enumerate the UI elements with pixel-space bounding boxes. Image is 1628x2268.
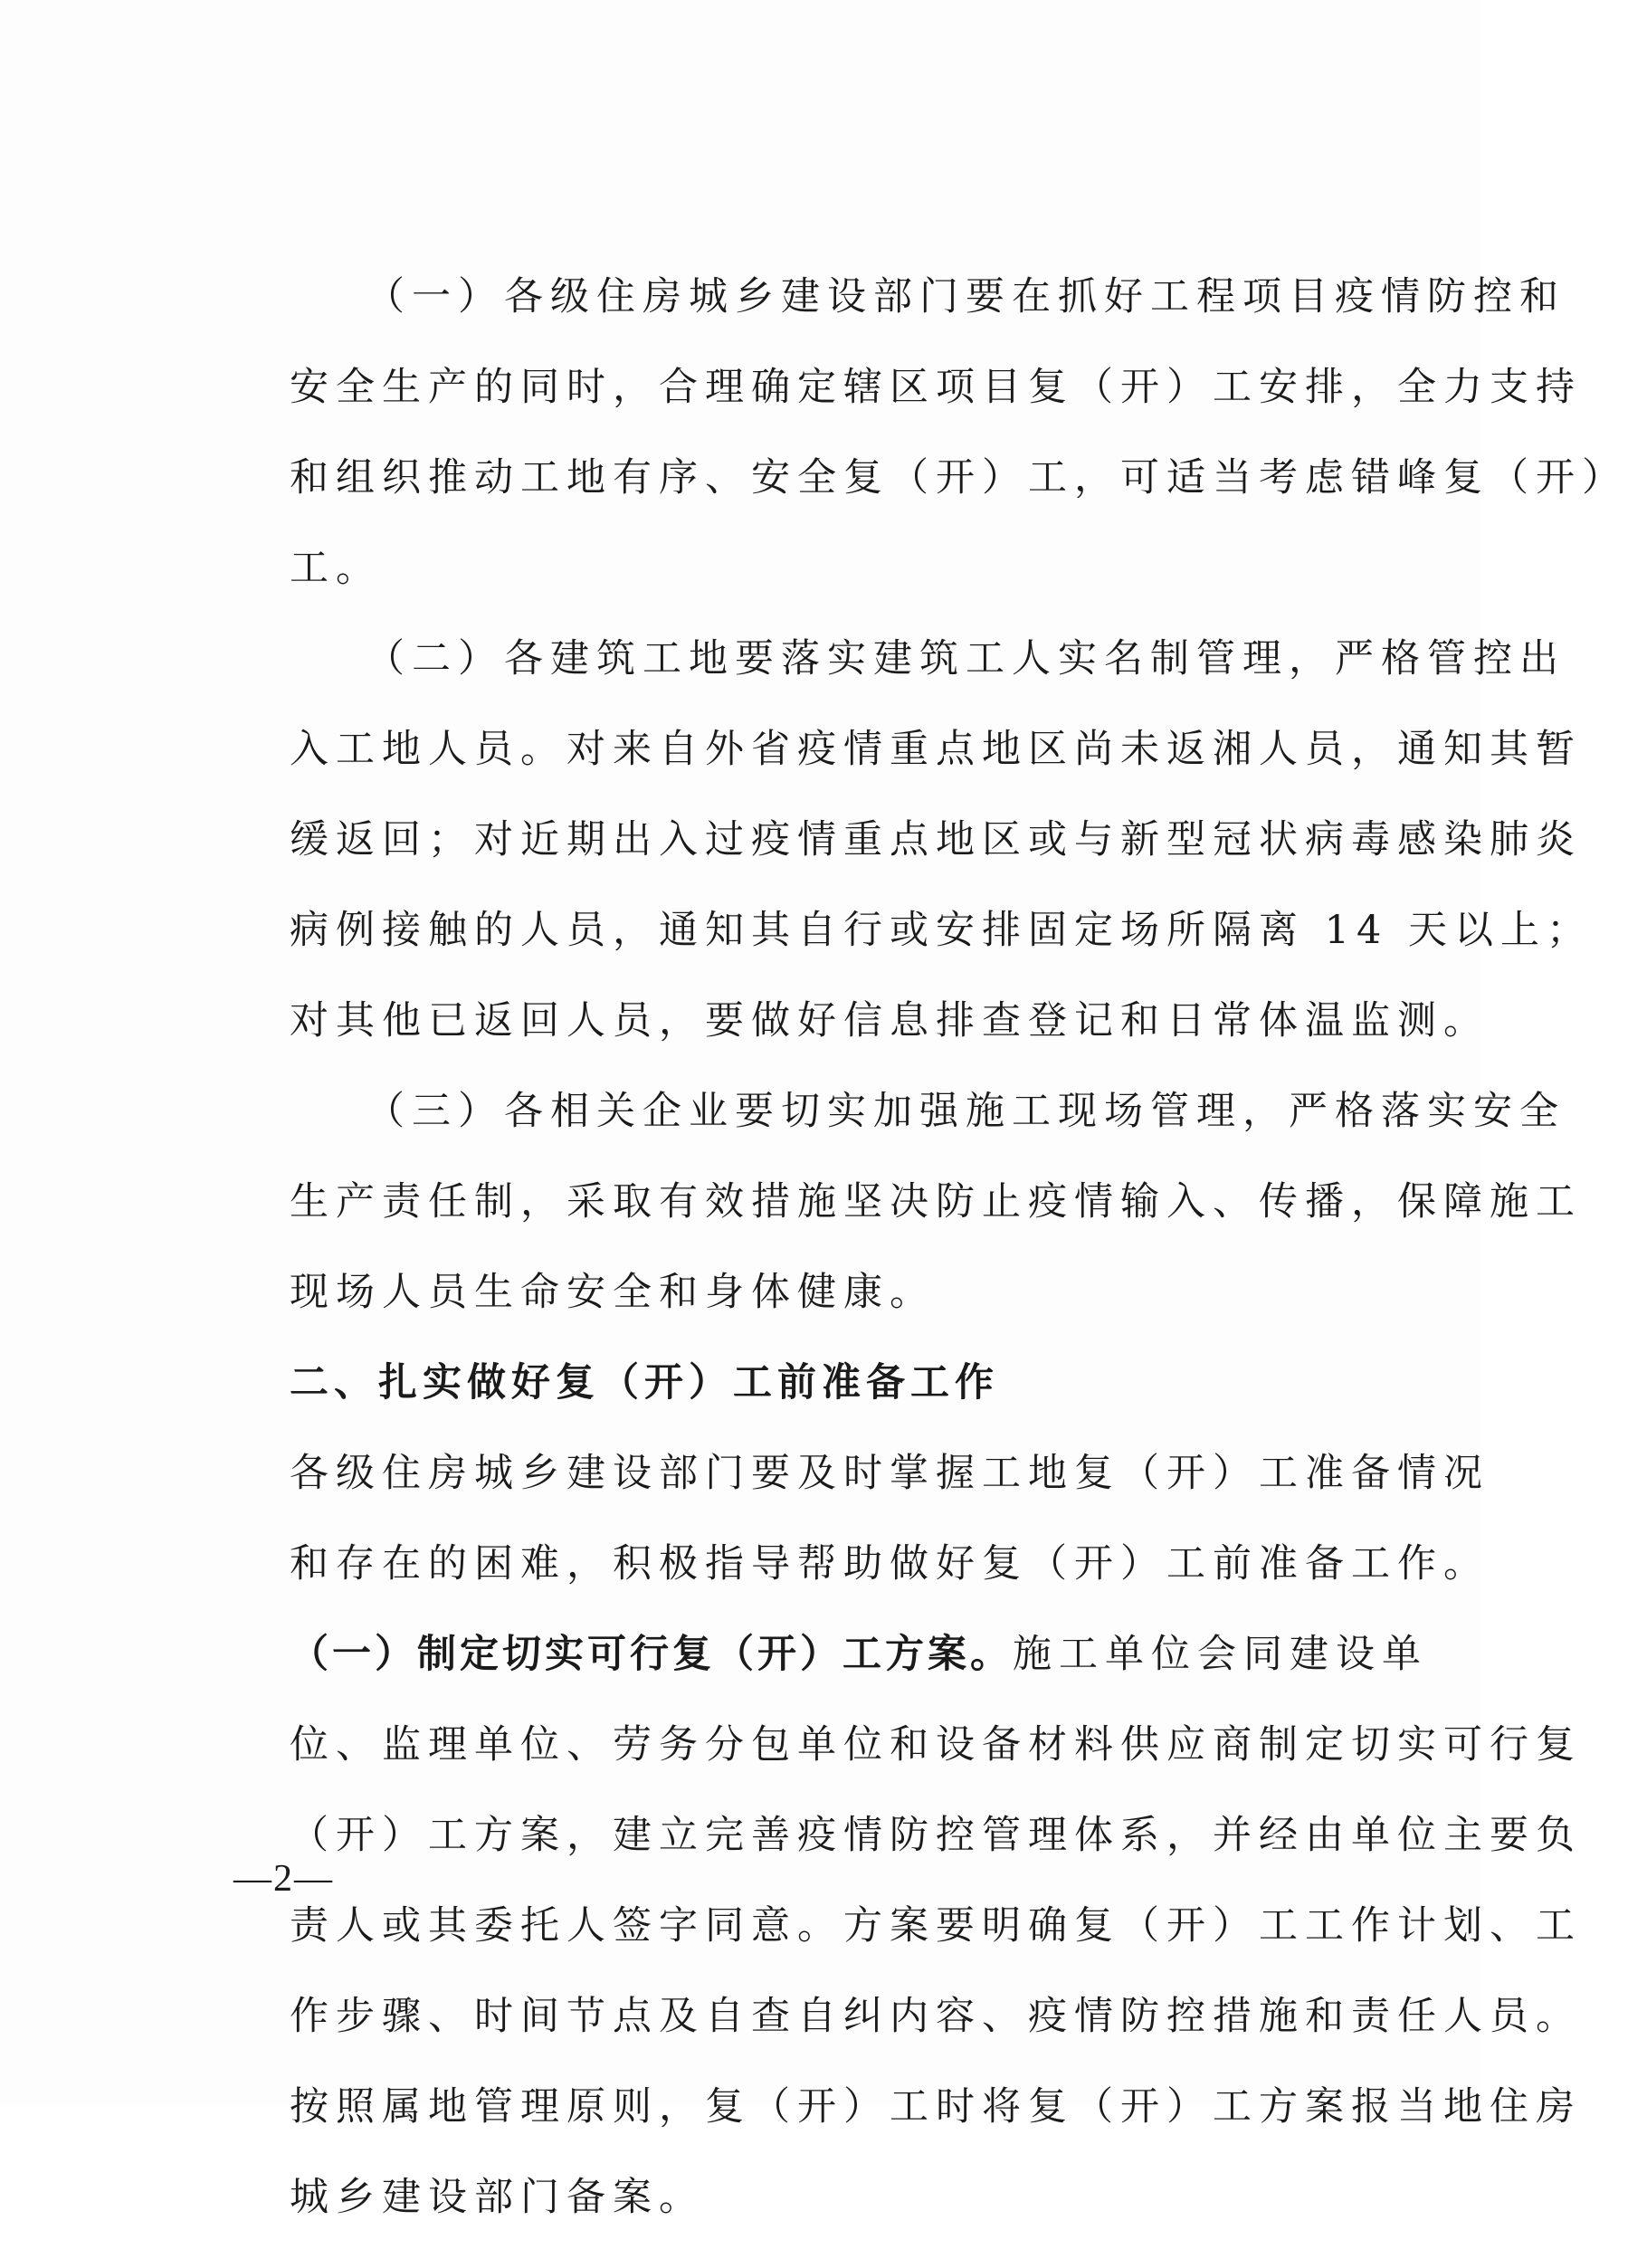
paragraph-line: 入工地人员。对来自外省疫情重点地区尚未返湘人员，通知其暂: [290, 727, 1582, 772]
paragraph-line: 安全生产的同时，合理确定辖区项目复（开）工安排，全力支持: [290, 365, 1582, 410]
paragraph-line: 各级住房城乡建设部门要及时掌握工地复（开）工准备情况: [290, 1451, 1490, 1496]
paragraph-line: 按照属地管理原则，复（开）工时将复（开）工方案报当地住房: [290, 2084, 1582, 2130]
paragraph-line: 病例接触的人员，通知其自行或安排固定场所隔离 14 天以上；: [290, 908, 1594, 953]
paragraph-line: 位、监理单位、劳务分包单位和设备材料供应商制定切实可行复: [290, 1722, 1582, 1768]
paragraph-line: （一）各级住房城乡建设部门要在抓好工程项目疫情防控和: [366, 274, 1566, 319]
paragraph-line: 城乡建设部门备案。: [290, 2175, 705, 2220]
paragraph-line: 责人或其委托人签字同意。方案要明确复（开）工工作计划、工: [290, 1903, 1582, 1949]
paragraph-line: 对其他已返回人员，要做好信息排查登记和日常体温监测。: [290, 998, 1490, 1043]
document-body: [290, 274, 1628, 2268]
paragraph-line: （二）各建筑工地要落实建筑工人实名制管理，严格管控出: [366, 636, 1566, 681]
subsection-heading: （一）制定切实可行复（开）工方案。: [290, 1632, 1013, 1677]
paragraph-line: 生产责任制，采取有效措施坚决防止疫情输入、传播，保障施工: [290, 1179, 1582, 1225]
paragraph-line: （开）工方案，建立完善疫情防控管理体系，并经由单位主要负: [290, 1813, 1582, 1858]
paragraph-line: 工。: [290, 546, 382, 591]
paragraph-line: 现场人员生命安全和身体健康。: [290, 1270, 936, 1315]
paragraph-line-mixed: [290, 1632, 1428, 1677]
paragraph-line: 和组织推动工地有序、安全复（开）工，可适当考虑错峰复（开）: [290, 455, 1628, 500]
paragraph-line: 作步骤、时间节点及自查自纠内容、疫情防控措施和责任人员。: [290, 1994, 1582, 2039]
paragraph-line: 缓返回；对近期出入过疫情重点地区或与新型冠状病毒感染肺炎: [290, 817, 1582, 862]
paragraph-line: （三）各相关企业要切实加强施工现场管理，严格落实安全: [366, 1089, 1566, 1134]
section-heading: 二、扎实做好复（开）工前准备工作: [290, 1360, 999, 1406]
page-number: —2—: [233, 1858, 334, 1900]
paragraph-text: 施工单位会同建设单: [1013, 1632, 1428, 1677]
paragraph-line: 和存在的困难，积极指导帮助做好复（开）工前准备工作。: [290, 1541, 1490, 1587]
